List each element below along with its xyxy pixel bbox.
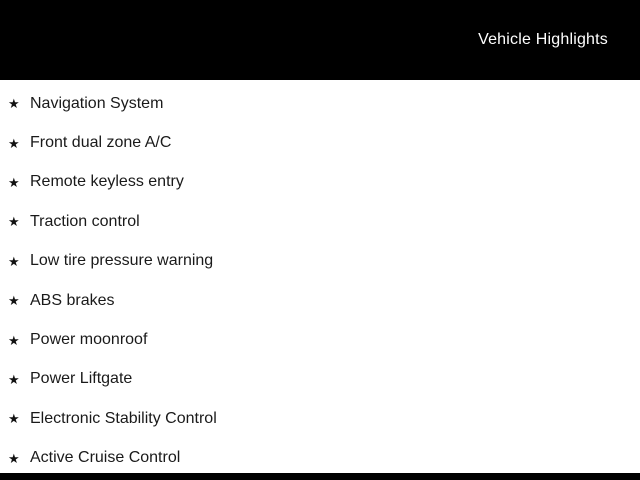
item-label: Power moonroof — [30, 331, 148, 349]
item-label: Traction control — [30, 212, 140, 230]
item-label: ABS brakes — [30, 291, 115, 309]
list-item — [8, 281, 640, 320]
star-icon: ★ — [8, 293, 20, 309]
highlights-list — [0, 80, 640, 478]
list-item — [8, 242, 640, 281]
item-label: Remote keyless entry — [30, 173, 184, 191]
item-label: Active Cruise Control — [30, 449, 181, 467]
list-item — [8, 163, 640, 202]
list-item — [8, 439, 640, 478]
page-title: Vehicle Highlights — [478, 31, 608, 48]
star-icon: ★ — [8, 450, 20, 466]
list-item — [8, 123, 640, 162]
header-bar — [0, 0, 640, 80]
item-label: Low tire pressure warning — [30, 252, 214, 270]
star-icon: ★ — [8, 371, 20, 387]
list-item — [8, 320, 640, 359]
list-item — [8, 399, 640, 438]
star-icon: ★ — [8, 411, 20, 427]
star-icon: ★ — [8, 214, 20, 230]
item-label: Navigation System — [30, 94, 164, 112]
star-icon: ★ — [8, 332, 20, 348]
star-icon: ★ — [8, 253, 20, 269]
list-item — [8, 84, 640, 123]
star-icon: ★ — [8, 96, 20, 112]
list-item — [8, 202, 640, 241]
item-label: Front dual zone A/C — [30, 134, 172, 152]
star-icon: ★ — [8, 135, 20, 151]
list-item — [8, 360, 640, 399]
star-icon: ★ — [8, 174, 20, 190]
item-label: Power Liftgate — [30, 370, 133, 388]
footer-bar — [0, 473, 640, 480]
item-label: Electronic Stability Control — [30, 409, 217, 427]
